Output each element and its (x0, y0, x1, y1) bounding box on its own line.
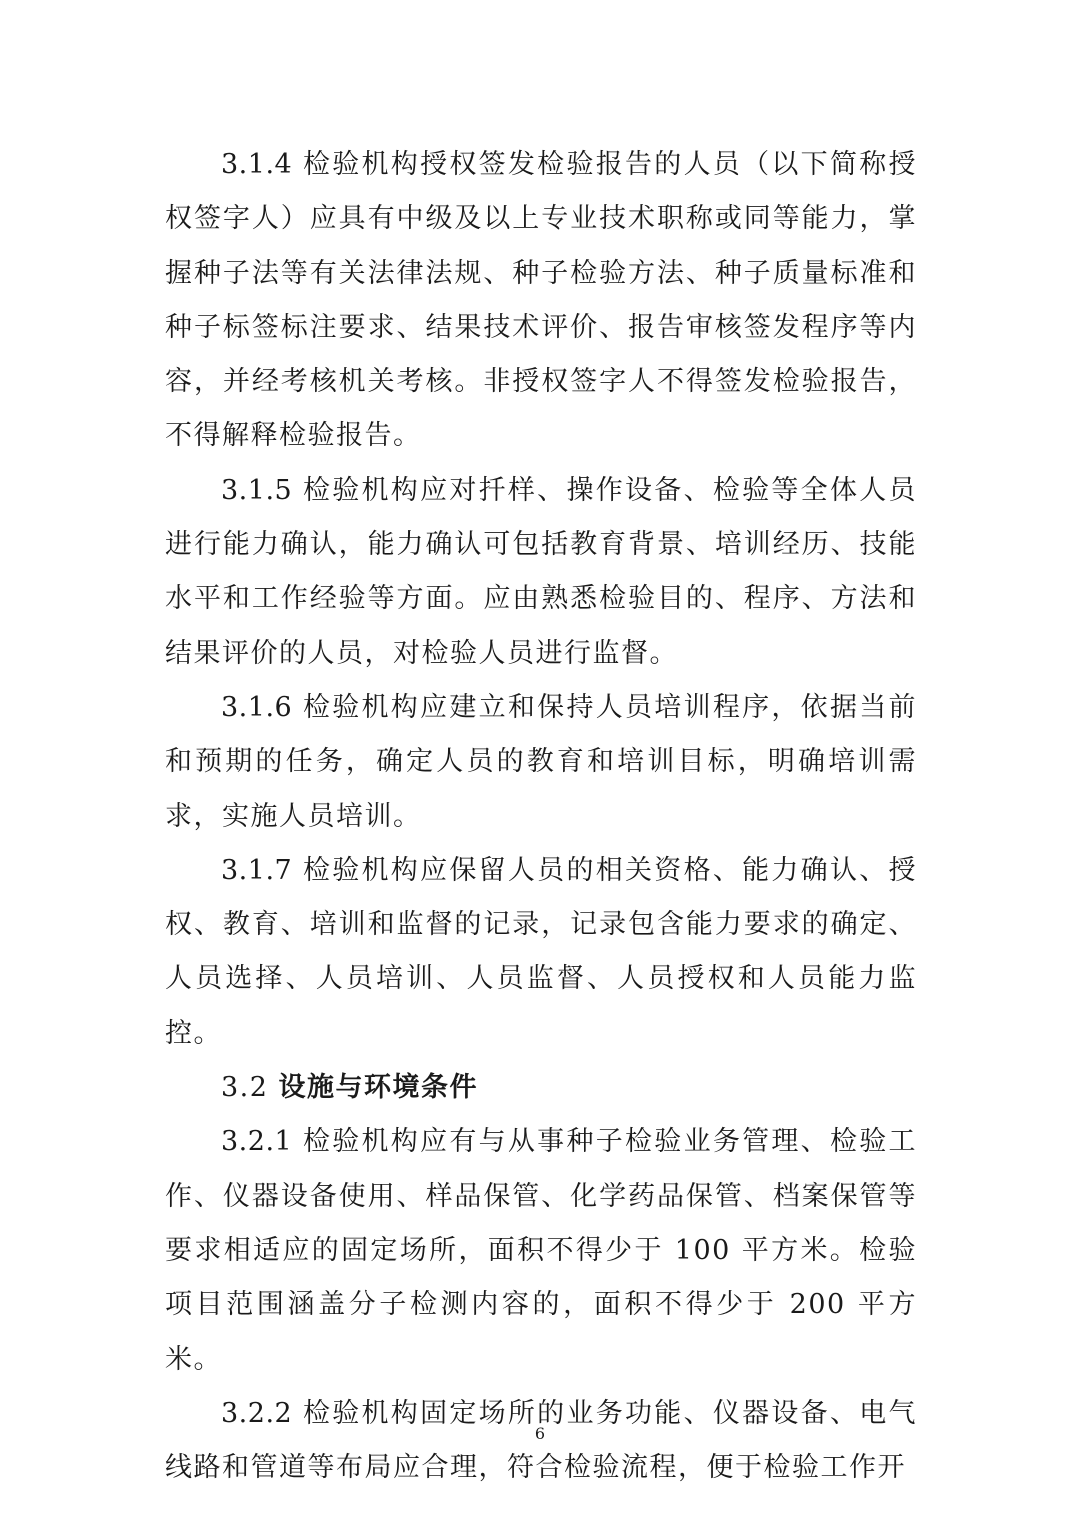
document-body (165, 138, 917, 1495)
clause-text: 检验机构应保留人员的相关资格、能力确认、授权、教育、培训和监督的记录，记录包含能力要求的确定、人员选择、人员培训、人员监督、人员授权和人员能力监控。 (165, 854, 917, 1049)
clause-text: 检验机构应有与从事种子检验业务管理、检验工作、仪器设备使用、样品保管、化学药品保管、档案保管等要求相适应的固定场所，面积不得少于 100 平方米。检验项目范围涵盖分子检测内容的，面积不得少于 200 平方米。 (165, 1126, 917, 1375)
clause-3-1-5 (165, 464, 917, 681)
clause-3-1-4 (165, 138, 917, 464)
section-number: 3.2 (221, 1072, 269, 1104)
clause-number: 3.2.1 (221, 1126, 293, 1158)
clause-number: 3.1.7 (221, 854, 293, 886)
clause-number: 3.1.4 (221, 149, 293, 180)
clause-text: 检验机构固定场所的业务功能、仪器设备、电气线路和管道等布局应合理，符合检验流程，便于检验工作开 (165, 1397, 917, 1484)
clause-number: 3.1.5 (221, 474, 293, 506)
section-title: 设施与环境条件 (278, 1072, 478, 1104)
section-heading-3-2 (165, 1061, 917, 1115)
clause-3-2-1 (165, 1115, 917, 1386)
clause-text: 检验机构应建立和保持人员培训程序，依据当前和预期的任务，确定人员的教育和培训目标，明确培训需求，实施人员培训。 (165, 691, 917, 832)
page-number: 6 (534, 1424, 546, 1443)
clause-text: 检验机构应对扦样、操作设备、检验等全体人员进行能力确认，能力确认可包括教育背景、培训经历、技能水平和工作经验等方面。应由熟悉检验目的、程序、方法和结果评价的人员，对检验人员进行监督。 (165, 474, 917, 669)
clause-3-1-6 (165, 681, 917, 844)
clause-3-1-7 (165, 844, 917, 1061)
clause-number: 3.2.2 (221, 1397, 293, 1429)
clause-text: 检验机构授权签发检验报告的人员（以下简称授权签字人）应具有中级及以上专业技术职称或同等能力，掌握种子法等有关法律法规、种子检验方法、种子质量标准和种子标签标注要求、结果技术评价、报告审核签发程序等内容，并经考核机关考核。非授权签字人不得签发检验报告，不得解释检验报告。 (165, 149, 917, 452)
clause-number: 3.1.6 (221, 691, 293, 723)
